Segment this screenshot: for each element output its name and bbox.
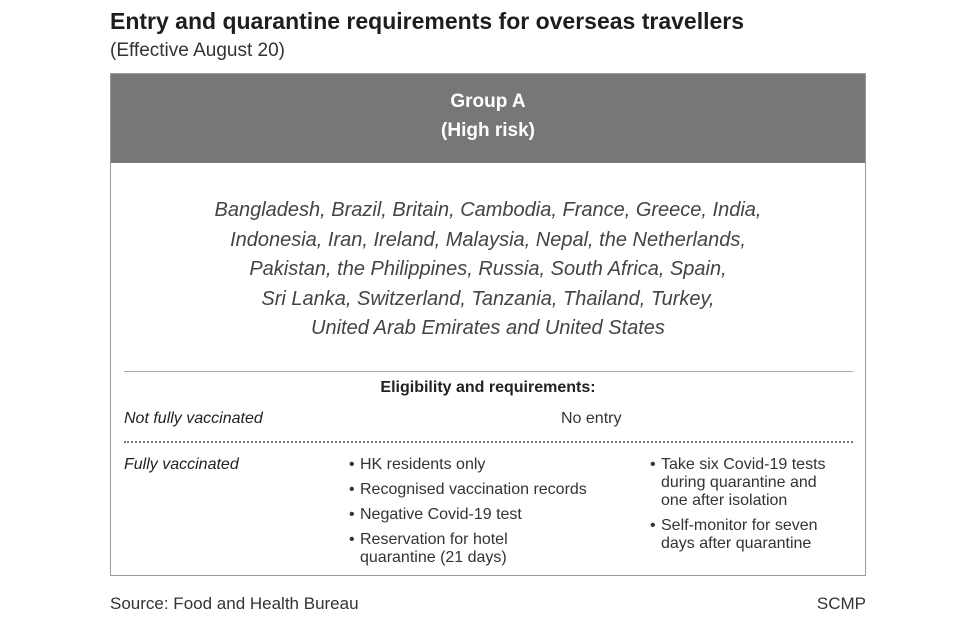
requirement-item: • Take six Covid-19 tests during quarantine and one after isolation bbox=[650, 456, 841, 510]
dotted-divider bbox=[124, 441, 853, 443]
group-header bbox=[111, 74, 865, 163]
eligibility-item: • Reservation for hotel quarantine (21 days) bbox=[349, 531, 520, 567]
eligibility-item: • Negative Covid-19 test bbox=[349, 506, 609, 524]
not-fully-vaccinated-value: No entry bbox=[561, 410, 622, 427]
eligibility-item: • HK residents only bbox=[349, 456, 609, 474]
group-name: Group A bbox=[450, 91, 526, 112]
group-risk-level: (High risk) bbox=[441, 120, 535, 141]
eligibility-list bbox=[349, 456, 609, 574]
country-line: Bangladesh, Brazil, Britain, Cambodia, France, Greece, India, bbox=[214, 199, 762, 221]
source-credit: Source: Food and Health Bureau bbox=[110, 594, 359, 613]
eligibility-heading: Eligibility and requirements: bbox=[380, 379, 596, 396]
fully-vaccinated-label: Fully vaccinated bbox=[124, 456, 239, 473]
country-list bbox=[111, 196, 865, 344]
country-line: United Arab Emirates and United States bbox=[311, 317, 665, 339]
country-line: Indonesia, Iran, Ireland, Malaysia, Nepal, the Netherlands, bbox=[230, 228, 746, 251]
infographic-title: Entry and quarantine requirements for overseas travellers bbox=[110, 8, 745, 34]
country-line: Sri Lanka, Switzerland, Tanzania, Thailand, Turkey, bbox=[261, 287, 715, 310]
not-fully-vaccinated-label: Not fully vaccinated bbox=[124, 410, 263, 427]
section-divider bbox=[124, 371, 853, 372]
group-card bbox=[110, 73, 866, 576]
requirements-list bbox=[650, 456, 850, 560]
requirement-item: • Self-monitor for seven days after quarantine bbox=[650, 517, 831, 553]
eligibility-item: • Recognised vaccination records bbox=[349, 481, 609, 499]
infographic-subtitle: (Effective August 20) bbox=[110, 40, 285, 61]
publisher-credit: SCMP bbox=[816, 594, 866, 613]
country-line: Pakistan, the Philippines, Russia, South Africa, Spain, bbox=[249, 258, 727, 280]
